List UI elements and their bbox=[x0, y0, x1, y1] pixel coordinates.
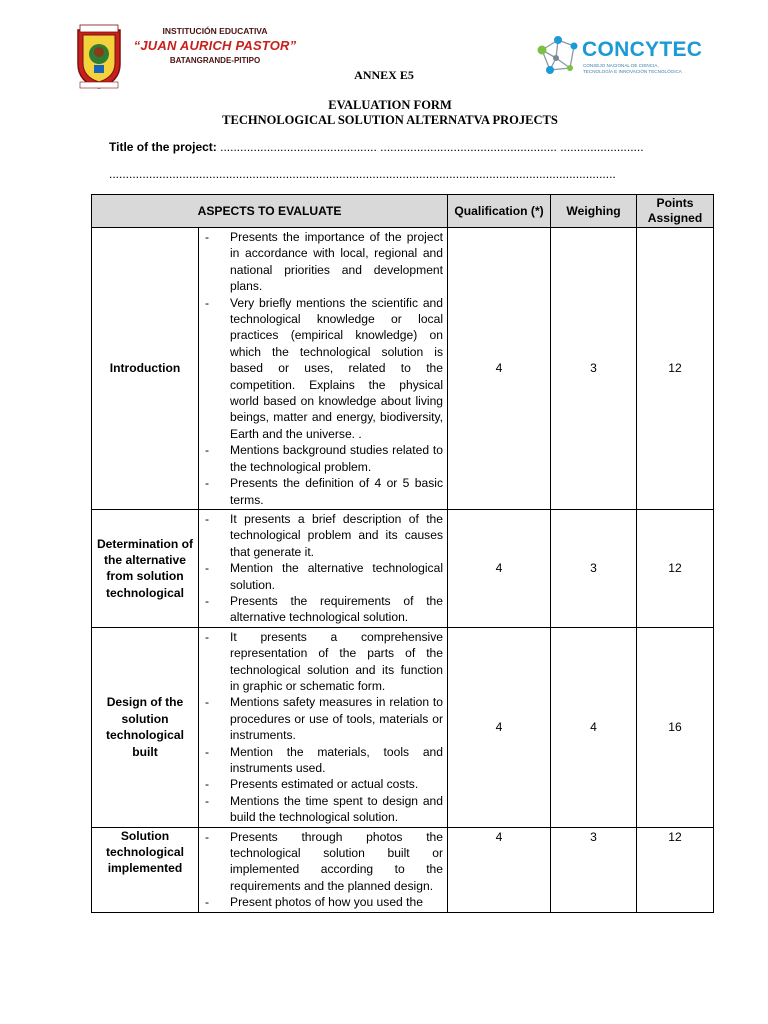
criteria-list bbox=[203, 629, 443, 826]
criteria-item: - It presents a brief description of the technological problem and its causes that generate it. bbox=[203, 511, 443, 560]
project-title-line bbox=[109, 140, 644, 154]
aspect-cell: Introduction bbox=[92, 228, 199, 510]
criteria-item: - Presents the requirements of the alternative technological solution. bbox=[203, 593, 443, 626]
institution-label: INSTITUCIÓN EDUCATIVA bbox=[162, 26, 268, 36]
evaluation-table bbox=[91, 194, 714, 913]
criteria-cell bbox=[199, 627, 448, 827]
criteria-item: - Present photos of how you used the bbox=[203, 894, 443, 910]
project-title-label: Title of the project: bbox=[109, 140, 217, 154]
qualification-cell: 4 bbox=[448, 827, 551, 912]
aspect-cell: Determination of the alternative from solution technological bbox=[92, 509, 199, 627]
table-row bbox=[92, 509, 714, 627]
header-weighing: Weighing bbox=[551, 195, 637, 228]
school-name-block bbox=[124, 26, 306, 65]
concytec-subtitle-2: TECNOLOGÍA E INNOVACIÓN TECNOLÓGICA bbox=[583, 69, 682, 74]
aspect-cell: Design of the solution technological built bbox=[92, 627, 199, 827]
criteria-item: - Mentions background studies related to the technological problem. bbox=[203, 442, 443, 475]
criteria-item: - Presents estimated or actual costs. bbox=[203, 776, 443, 792]
table-row bbox=[92, 827, 714, 912]
criteria-item: - Mentions safety measures in relation to procedures or use of tools, materials or instruments. bbox=[203, 694, 443, 743]
form-title-line-2: TECHNOLOGICAL SOLUTION ALTERNATVA PROJECTS bbox=[222, 113, 558, 127]
points-cell: 16 bbox=[637, 627, 714, 827]
points-cell: 12 bbox=[637, 228, 714, 510]
header-qualification: Qualification (*) bbox=[448, 195, 551, 228]
aspect-cell: Solution technological implemented bbox=[92, 827, 199, 912]
qualification-cell: 4 bbox=[448, 228, 551, 510]
criteria-item: - Presents the importance of the project in accordance with local, regional and national priorities and development plans. bbox=[203, 229, 443, 295]
weighing-cell: 3 bbox=[551, 827, 637, 912]
header-aspects: ASPECTS TO EVALUATE bbox=[92, 195, 448, 228]
criteria-item: - Very briefly mentions the scientific and technological knowledge or local practices (empirical knowledge) on which the technological solution is based or uses, related to the competition. Explains the physical world based on knowledge about living beings, matter and energy, biodiversity, Earth and the universe. . bbox=[203, 295, 443, 443]
weighing-cell: 3 bbox=[551, 228, 637, 510]
criteria-item: - Mentions the time spent to design and build the technological solution. bbox=[203, 793, 443, 826]
criteria-cell bbox=[199, 509, 448, 627]
form-title bbox=[0, 98, 768, 128]
project-title-blank-2: ........................................................................................................................................................ bbox=[109, 167, 616, 181]
criteria-list bbox=[203, 229, 443, 508]
header-points: Points Assigned bbox=[637, 195, 714, 228]
criteria-item: - Presents the definition of 4 or 5 basic terms. bbox=[203, 475, 443, 508]
criteria-cell bbox=[199, 827, 448, 912]
table-header-row bbox=[92, 195, 714, 228]
form-title-line-1: EVALUATION FORM bbox=[328, 98, 452, 112]
qualification-cell: 4 bbox=[448, 509, 551, 627]
points-cell: 12 bbox=[637, 509, 714, 627]
criteria-cell bbox=[199, 228, 448, 510]
criteria-item: - Presents through photos the technological solution built or implemented according to the requirements and the planned design. bbox=[203, 829, 443, 895]
points-cell: 12 bbox=[637, 827, 714, 912]
table-row bbox=[92, 627, 714, 827]
criteria-list bbox=[203, 829, 443, 911]
table-body bbox=[92, 228, 714, 913]
criteria-item: - Mention the alternative technological solution. bbox=[203, 560, 443, 593]
concytec-subtitle-1: CONSEJO NACIONAL DE CIENCIA, bbox=[583, 63, 659, 68]
criteria-item: - Mention the materials, tools and instruments used. bbox=[203, 744, 443, 777]
criteria-list bbox=[203, 511, 443, 626]
qualification-cell: 4 bbox=[448, 627, 551, 827]
criteria-item: - It presents a comprehensive representation of the parts of the technological solution and its function in graphic or schematic form. bbox=[203, 629, 443, 695]
table-row bbox=[92, 228, 714, 510]
project-title-blank: ............................................... ..................................................... ......................... bbox=[220, 140, 644, 154]
weighing-cell: 4 bbox=[551, 627, 637, 827]
institution-location: BATANGRANDE-PITIPO bbox=[169, 56, 261, 65]
annex-label: ANNEX E5 bbox=[354, 68, 414, 82]
institution-name: “JUAN AURICH PASTOR” bbox=[133, 38, 297, 53]
weighing-cell: 3 bbox=[551, 509, 637, 627]
concytec-name: CONCYTEC bbox=[582, 38, 703, 61]
